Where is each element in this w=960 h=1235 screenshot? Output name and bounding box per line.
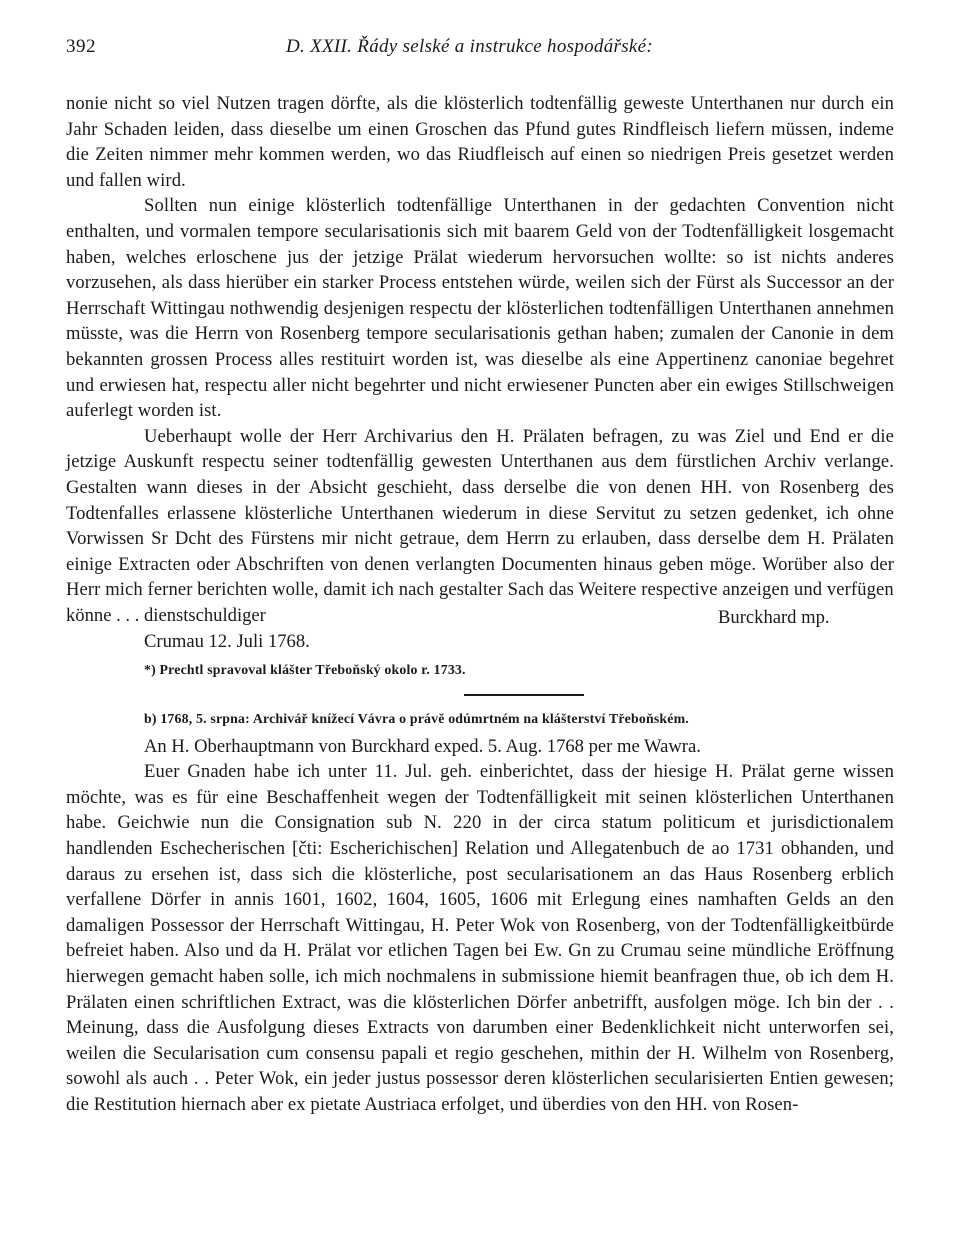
paragraph-continuation: nonie nicht so viel Nutzen tragen dörfte, als die klösterlich todtenfällig geweste Unterthanen nur durch ein Jahr Schaden leiden, dass dieselbe um einen Groschen das Pfund gutes Rindfleisch liefern müssen, indeme die Zeiten nimmer mehr kommen werden, wo das Riudfleisch auf einen so niedrigen Preis gesetzet werden und fallen wird.: [66, 93, 894, 191]
place-date: Crumau 12. Juli 1768.: [144, 631, 310, 653]
paragraph-process: Sollten nun einige klösterlich todtenfällige Unterthanen in der gedachten Convention nicht enthalten, und vormalen tempore secularisationis sich mit baarem Geld von der Todtenfälligkeit losgemacht haben, welches erloschene jus der jetzige Prälat wiederum hervorsuchen wollte: so ist nichts anderes vorzusehen, als dass hierüber ein starker Process entstehen würde, weilen sich der Fürst als Successor an der Herrschaft Wittingau nothwendig desjenigen respectu der klösterlichen todtenfälligen Unterthanen annehmen müsste, was die Herrn von Rosenberg tempore secularisationis gethan haben; zumalen der Canonie in dem bekannten grossen Process alles restituirt worden ist, was dieselbe als eine Appertinenz canoniae begehret und erwiesen hat, respectu aller nicht begehrter und nicht erwiesener Puncten aber ein ewiges Stillschweigen auferlegt worden ist.: [66, 195, 894, 422]
letter-address: An H. Oberhauptmann von Burckhard exped. 5. Aug. 1768 per me Wawra.: [144, 735, 701, 757]
page-body: [66, 91, 894, 1118]
page-number: 392: [66, 36, 96, 57]
footnote: *) Prechtl spravoval klášter Třeboňský okolo r. 1733.: [144, 662, 466, 678]
signature: Burckhard mp.: [718, 606, 830, 628]
paragraph-report: Euer Gnaden habe ich unter 11. Jul. geh. einberichtet, dass der hiesige H. Prälat gerne wissen möchte, was es für eine Beschaffenheit wegen der Todtenfälligkeit mit seinen klösterlichen Unterthanen habe. Geichwie nun die Consignation sub N. 220 in der circa statum politicum et jurisdictionalem handlenden Eschecherischen [čti: Escherichischen] Relation und Allegatenbuch de ao 1731 obhanden, und daraus zu ersehen ist, dass sich die klösterliche, post secularisationem an das Haus Rosenberg erblich verfallene Dörfer in annis 1601, 1602, 1604, 1605, 1606 mit Erlegung eines namhaften Gelds an den damaligen Possessor der Herrschaft Wittingau, H. Peter Wok von Rosenberg, von der Todtenfälligkeitbürde befreiet haben. Also und da H. Prälat vor etlichen Tagen bei Ew. Gn zu Crumau seine mündliche Eröffnung hierwegen gemacht haben solle, ich mich nochmalens in submissione hiemit beanfragen thue, ob ich dem H. Prälaten einen schriftlichen Extract, was die klösterlichen Dörfer anbetrifft, ausfolgen möge. Ich bin der . . Meinung, dass die Ausfolgung dieses Extracts von darumben einer Bedenklichkeit nicht unterworfen sei, weilen die Secularisation cum consensu papali et regio geschehen, mithin der H. Wilhelm von Rosenberg, sowohl als auch . . Peter Wok, ein jeder justus possessor deren klösterlichen secularisierten Entien gewesen; die Restitution hiernach aber ex pietate Austriaca erfolget, und überdies von den HH. von Rosen-: [66, 761, 894, 1115]
running-head: D. XXII. Řády selské a instrukce hospodářské:: [286, 36, 654, 57]
document-heading: b) 1768, 5. srpna: Archivář knížecí Vávra o právě odúmrtném na klášterství Třeboňském.: [144, 710, 689, 726]
closing-salutation: könne . . . dienstschuldiger: [66, 604, 266, 626]
page-header: [66, 36, 896, 66]
letter-closing: [66, 603, 894, 629]
paragraph-archivarius: Ueberhaupt wolle der Herr Archivarius den H. Prälaten befragen, zu was Ziel und End er die jetzige Auskunft respectu seiner todtenfällig gewesten Unterthanen aus dem fürstlichen Archiv verlange. Gestalten wann dieses in der Absicht geschieht, dass derselbe die von denen HH. von Rosenberg des Todtenfalles erlassene klösterliche Unterthanen wiederum in diese Servitut zu setzen gedenket, ich ohne Vorwissen Sr Dcht des Fürstens mir nicht getraue, dem Herrn zu erlauben, dass derselbe dem H. Prälaten einige Extracten oder Abschriften von denen verlangten Documenten hinaus geben möge. Worüber also der Herr mich ferner berichten wolle, damit ich nach gestalter Sach das Weitere respective anzeigen und verfügen: [66, 425, 894, 601]
section-divider: [464, 694, 584, 695]
